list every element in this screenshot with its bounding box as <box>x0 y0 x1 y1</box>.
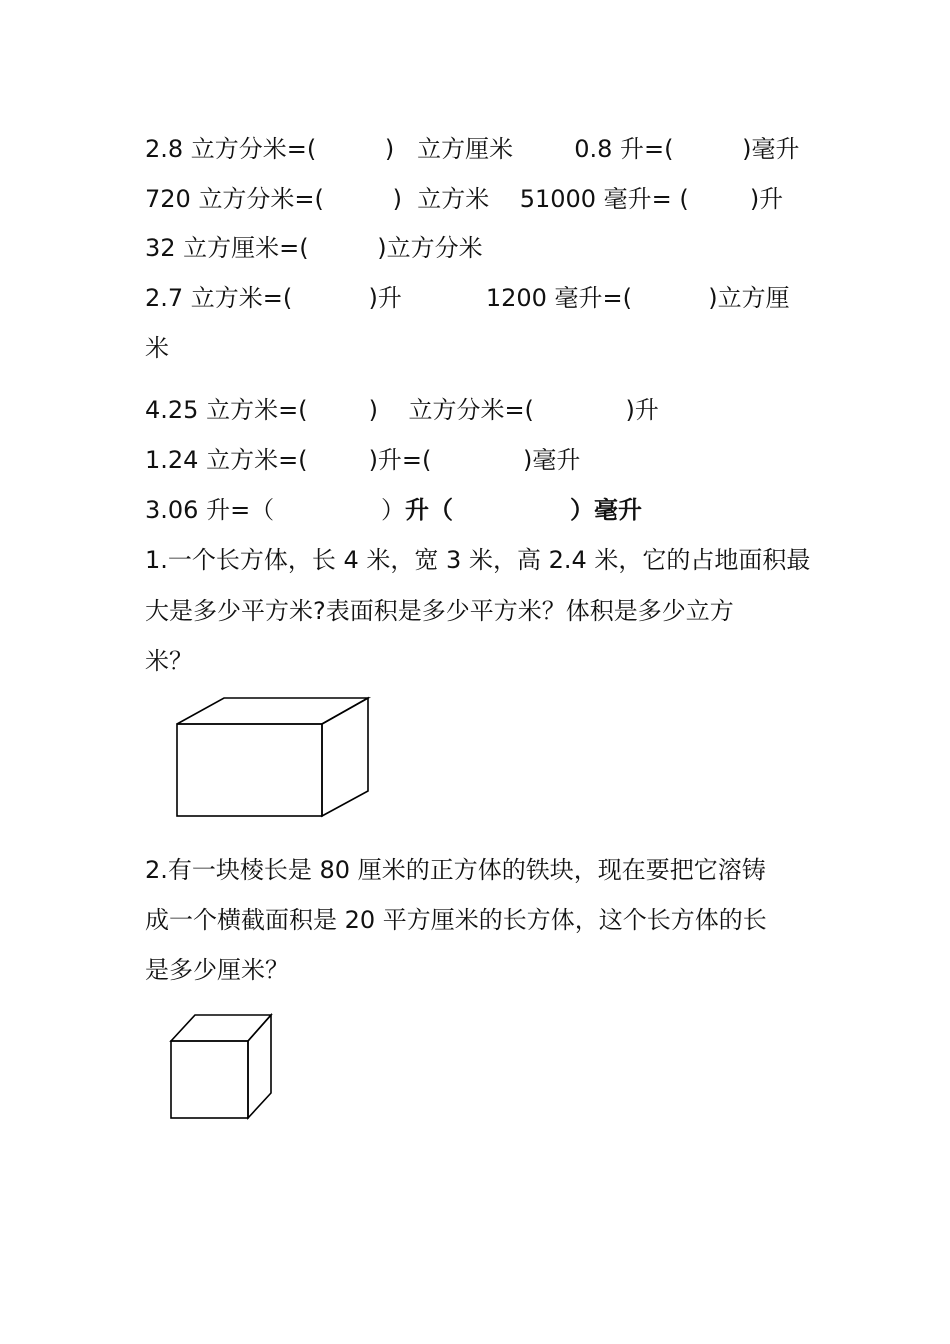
conversion-line-4-wrap: 米 <box>145 334 169 362</box>
conversion-line-5: 4.25 立方米=( ) 立方分米=( )升 <box>145 396 659 424</box>
problem2-line-3: 是多少厘米？ <box>145 956 289 984</box>
conversion-line-4: 2.7 立方米=( )升 1200 毫升=( )立方厘 <box>145 284 790 312</box>
conversion-line-6: 1.24 立方米=( )升=( )毫升 <box>145 446 581 474</box>
problem1-line-2: 大是多少平方米?表面积是多少平方米？体积是多少立方 <box>145 597 734 625</box>
problem2-line-2: 成一个横截面积是 20 平方厘米的长方体，这个长方体的长 <box>145 906 767 934</box>
cube-front-face <box>171 1041 248 1118</box>
problem1-line-1: 1.一个长方体，长 4 米，宽 3 米，高 2.4 米，它的占地面积最 <box>145 546 811 574</box>
problem1-line-3: 米？ <box>145 647 193 675</box>
cube-top-face <box>171 1015 271 1041</box>
conversion-line-1: 2.8 立方分米=( ) 立方厘米 0.8 升=( )毫升 <box>145 135 800 163</box>
cube-side-face <box>248 1015 271 1118</box>
conversion-line-2: 720 立方分米=( ) 立方米 51000 毫升= ( )升 <box>145 185 784 213</box>
conversion-line-3: 32 立方厘米=( )立方分米 <box>145 234 483 262</box>
conversion-line-7-part2: 升（ ）毫升 <box>404 496 642 524</box>
problem2-line-1: 2.有一块棱长是 80 厘米的正方体的铁块，现在要把它溶铸 <box>145 856 766 884</box>
conversion-line-7-part1: 3.06 升=（ ） <box>145 496 405 524</box>
